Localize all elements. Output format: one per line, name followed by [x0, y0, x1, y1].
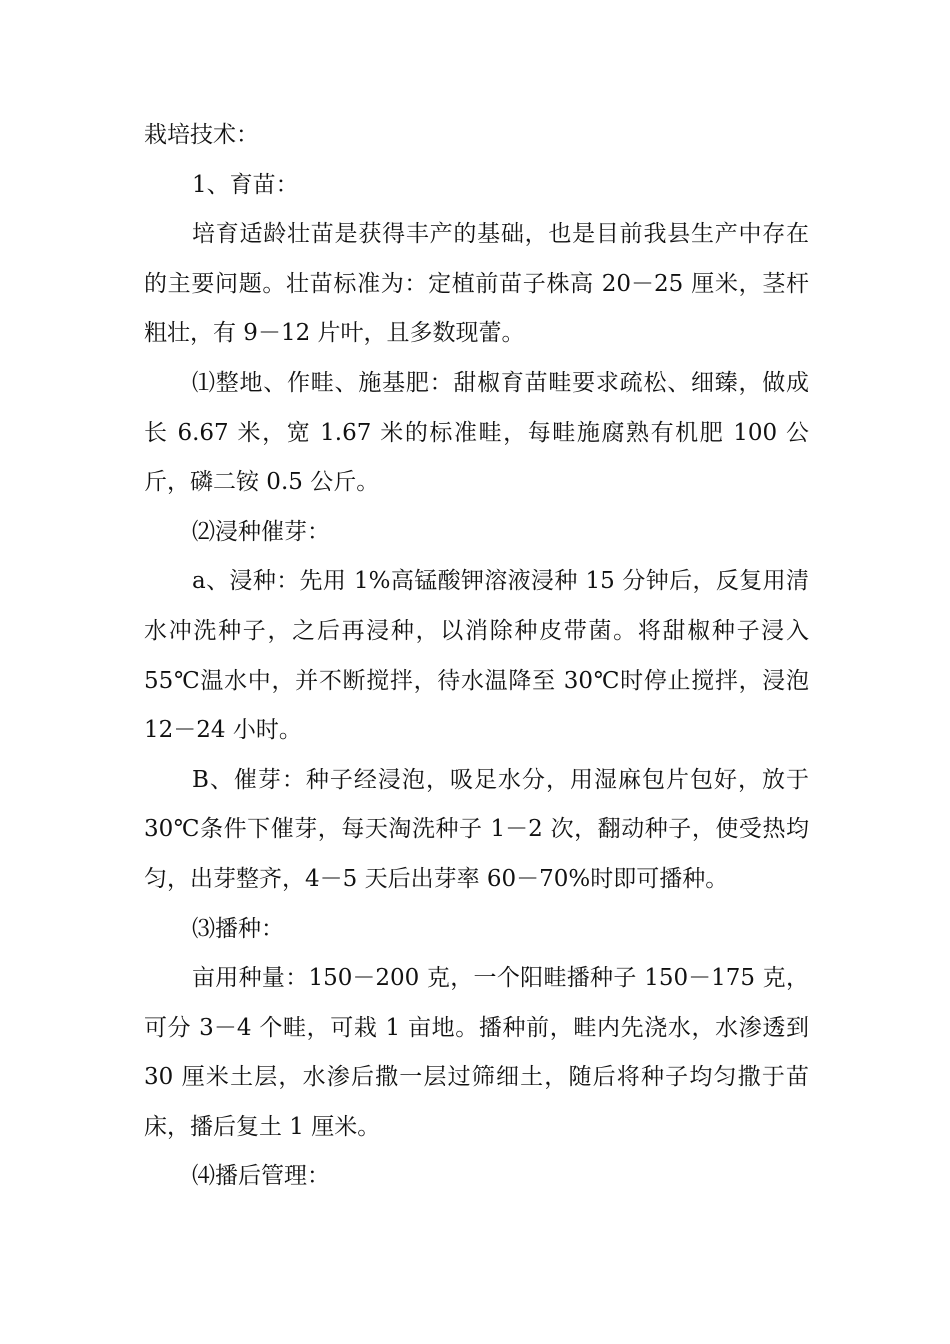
subsection-heading: 1、育苗：: [192, 171, 299, 198]
body-paragraph: ⑴整地、作畦、施基肥：甜椒育苗畦要求疏松、细臻，做成长 6.67 米，宽 1.67 米的标准畦，每畦施腐熟有机肥 100 公斤，磷二铵 0.5 公斤。: [144, 369, 809, 496]
section-heading: 栽培技术：: [144, 122, 259, 148]
body-paragraph: B、催芽：种子经浸泡，吸足水分，用湿麻包片包好，放于 30℃条件下催芽，每天淘洗种子 1－2 次，翻动种子，使受热均匀，出芽整齐，4－5 天后出芽率 60－70%时即可播种。: [144, 766, 809, 892]
body-paragraph: 亩用种量：150－200 克，一个阳畦播种子 150－175 克，可分 3－4 个畦，可栽 1 亩地。播种前，畦内先浇水，水渗透到 30 厘米土层，水渗后撒一层过筛细土，随后将种子均匀撒于苗床，播后复土 1 厘米。: [144, 965, 809, 1140]
body-paragraph: a、浸种：先用 1%高锰酸钾溶液浸种 15 分钟后，反复用清水冲洗种子，之后再浸种，以消除种皮带菌。将甜椒种子浸入 55℃温水中，并不断搅拌，待水温降至 30℃时停止搅拌，浸泡 12－24 小时。: [144, 568, 809, 744]
subsection-heading: ⑵浸种催芽：: [192, 518, 330, 545]
body-paragraph: 培育适龄壮苗是获得丰产的基础，也是目前我县生产中存在的主要问题。壮苗标准为：定植前苗子株高 20－25 厘米，茎杆粗壮，有 9－12 片叶，且多数现蕾。: [144, 221, 809, 347]
subsection-heading: ⑷播后管理：: [192, 1163, 330, 1190]
document-body: [144, 111, 809, 1202]
subsection-heading: ⑶播种：: [192, 915, 284, 942]
